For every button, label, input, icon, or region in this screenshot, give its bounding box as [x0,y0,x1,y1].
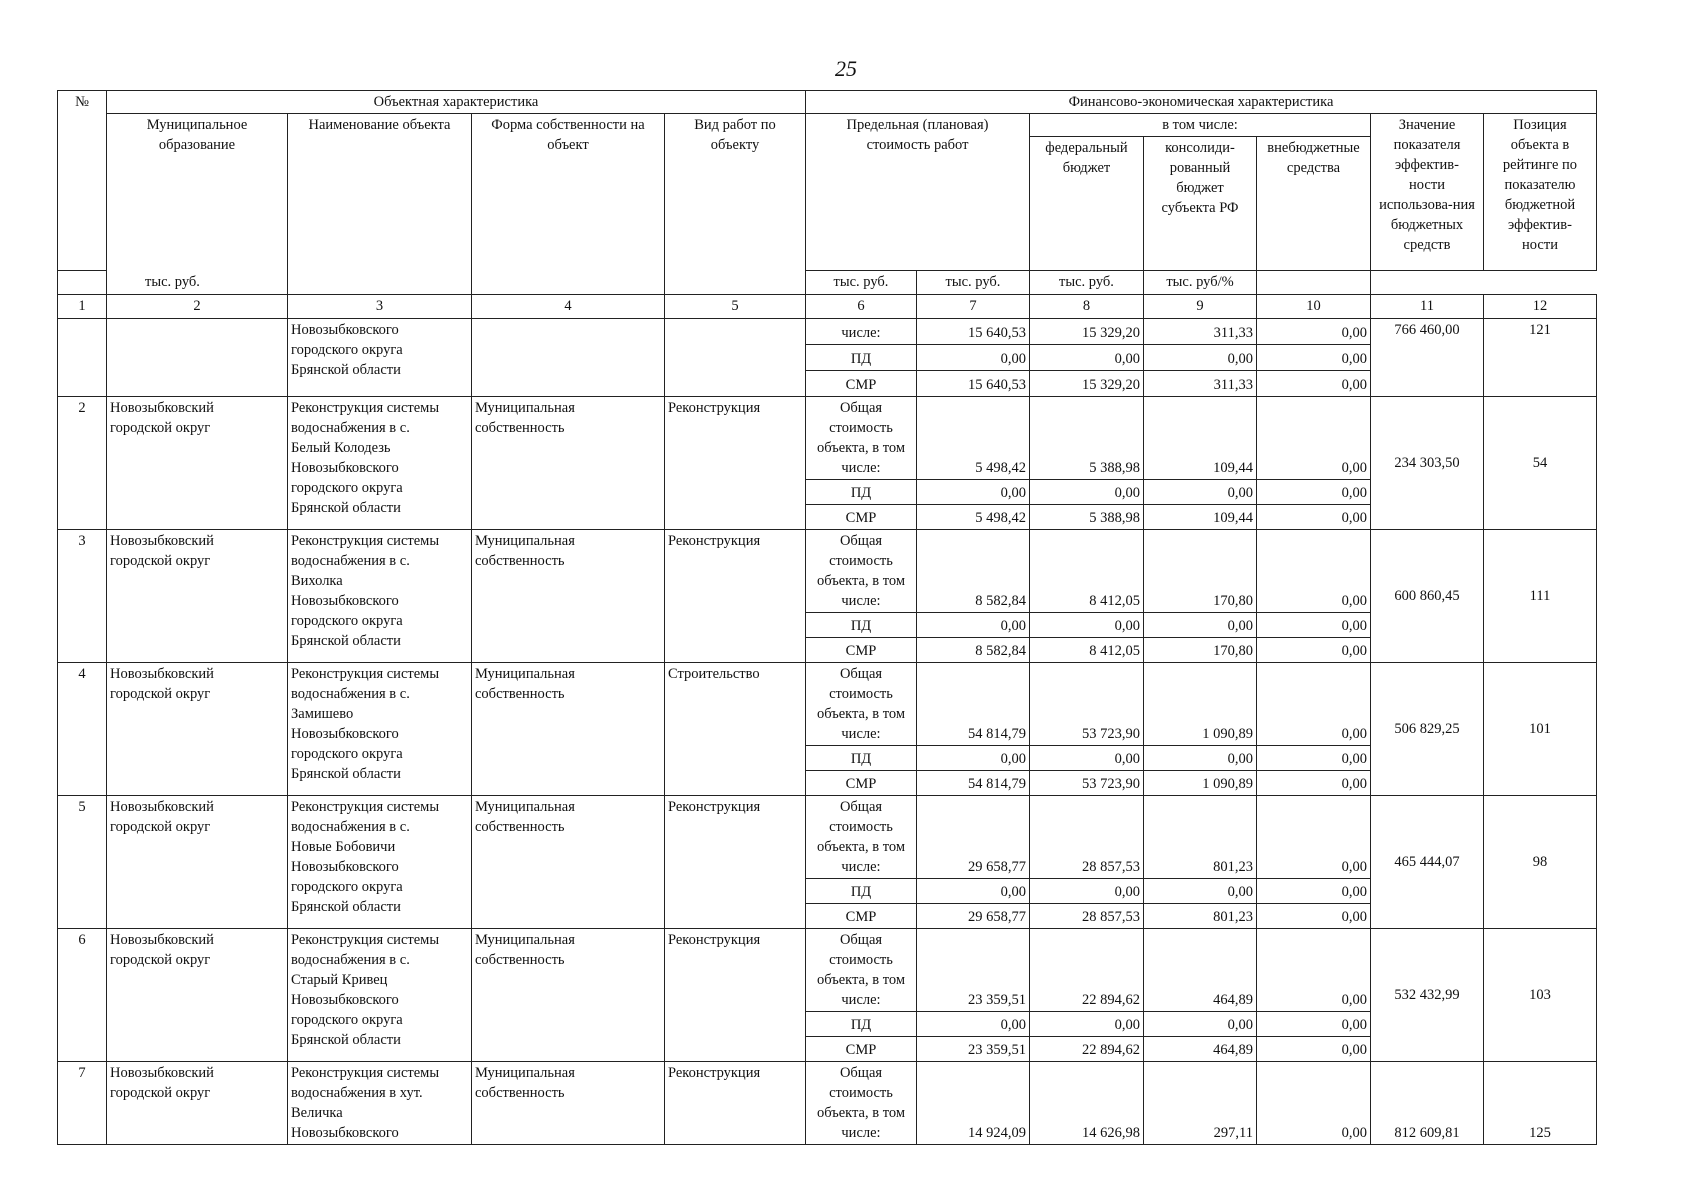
federal-value: 14 626,98 [1030,1062,1144,1145]
extrabudget-value: 0,00 [1257,1012,1371,1037]
extrabudget-value: 0,00 [1257,319,1371,345]
municipality-cell: Новозыбковский городской округ [107,397,288,530]
column-number: 1 [58,295,107,319]
federal-value: 0,00 [1030,613,1144,638]
efficiency-value: 465 444,07 [1371,796,1484,929]
federal-value: 8 412,05 [1030,530,1144,613]
federal-value: 53 723,90 [1030,663,1144,746]
unit-rating [1257,271,1371,295]
total-cost-value: 0,00 [917,746,1030,771]
total-cost-value: 5 498,42 [917,397,1030,480]
consolidated-value: 0,00 [1144,480,1257,505]
column-number: 2 [107,295,288,319]
federal-value: 28 857,53 [1030,796,1144,879]
unit-federal: тыс. руб. [806,271,917,295]
federal-value: 0,00 [1030,1012,1144,1037]
unit-consolidated: тыс. руб. [917,271,1030,295]
federal-value: 5 388,98 [1030,505,1144,530]
consolidated-value: 0,00 [1144,746,1257,771]
table-row [58,663,1597,746]
municipality-cell: Новозыбковский городской округ [107,929,288,1062]
column-number: 10 [1257,295,1371,319]
consolidated-value: 1 090,89 [1144,663,1257,746]
federal-value: 0,00 [1030,480,1144,505]
header-municipality: Муниципальное образование [107,114,288,295]
total-label: Общая стоимость объекта, в том числе: [806,663,917,746]
consolidated-value: 297,11 [1144,1062,1257,1145]
total-cost-value: 8 582,84 [917,638,1030,663]
smr-label: СМР [806,638,917,663]
total-cost-value: 15 640,53 [917,371,1030,397]
work-type-cell: Реконструкция [665,1062,806,1145]
federal-value: 22 894,62 [1030,1037,1144,1062]
smr-label: СМР [806,1037,917,1062]
efficiency-value: 506 829,25 [1371,663,1484,796]
object-name: Реконструкция системы водоснабжения в хут. Величка Новозыбковского [288,1062,472,1145]
smr-label: СМР [806,771,917,796]
column-number: 9 [1144,295,1257,319]
work-type-cell: Строительство [665,663,806,796]
total-cost-value: 5 498,42 [917,505,1030,530]
consolidated-value: 801,23 [1144,904,1257,929]
column-number: 12 [1484,295,1597,319]
consolidated-value: 1 090,89 [1144,771,1257,796]
federal-value: 0,00 [1030,345,1144,371]
consolidated-value: 170,80 [1144,530,1257,613]
header-including: в том числе: [1030,114,1371,137]
table-row [58,796,1597,879]
consolidated-value: 801,23 [1144,796,1257,879]
row-num: 4 [58,663,107,796]
consolidated-value: 311,33 [1144,319,1257,345]
extrabudget-value: 0,00 [1257,771,1371,796]
total-cost-value: 0,00 [917,1012,1030,1037]
extrabudget-value: 0,00 [1257,904,1371,929]
total-cost-value: 23 359,51 [917,1037,1030,1062]
extrabudget-value: 0,00 [1257,879,1371,904]
column-number: 5 [665,295,806,319]
ownership-cell: Муниципальная собственность [472,530,665,663]
municipality-cell: Новозыбковский городской округ [107,1062,288,1145]
municipality-cell: Новозыбковский городской округ [107,796,288,929]
header-finance-group: Финансово-экономическая характеристика [806,91,1597,114]
ownership-cell: Муниципальная собственность [472,796,665,929]
consolidated-value: 464,89 [1144,1037,1257,1062]
consolidated-value: 311,33 [1144,371,1257,397]
work-type-cell: Реконструкция [665,796,806,929]
consolidated-value: 0,00 [1144,1012,1257,1037]
municipality-cell: Новозыбковский городской округ [107,530,288,663]
column-number: 3 [288,295,472,319]
total-cost-value: 23 359,51 [917,929,1030,1012]
efficiency-value: 532 432,99 [1371,929,1484,1062]
pd-label: ПД [806,746,917,771]
column-number: 4 [472,295,665,319]
total-cost-value: 0,00 [917,613,1030,638]
work-type-cell: Реконструкция [665,397,806,530]
column-number: 8 [1030,295,1144,319]
total-label: числе: [806,319,917,345]
table-row [58,530,1597,613]
federal-value: 15 329,20 [1030,319,1144,345]
ownership-cell [472,319,665,397]
rating-value: 103 [1484,929,1597,1062]
total-cost-value: 14 924,09 [917,1062,1030,1145]
total-cost-value: 0,00 [917,879,1030,904]
row-num: 5 [58,796,107,929]
unit-extrabudget: тыс. руб. [1030,271,1144,295]
total-label: Общая стоимость объекта, в том числе: [806,796,917,879]
object-name: Реконструкция системы водоснабжения в с. Новые Бобовичи Новозыбковского городского округа Брянской области [288,796,472,929]
header-federal: федеральный бюджет [1030,137,1144,271]
smr-label: СМР [806,371,917,397]
ownership-cell: Муниципальная собственность [472,1062,665,1145]
consolidated-value: 0,00 [1144,879,1257,904]
rating-value: 111 [1484,530,1597,663]
extrabudget-value: 0,00 [1257,1037,1371,1062]
header-object-name: Наименование объекта [288,114,472,295]
consolidated-value: 464,89 [1144,929,1257,1012]
extrabudget-value: 0,00 [1257,505,1371,530]
consolidated-value: 0,00 [1144,345,1257,371]
extrabudget-value: 0,00 [1257,796,1371,879]
consolidated-value: 0,00 [1144,613,1257,638]
table-row [58,929,1597,1012]
table-row [58,397,1597,480]
header-cost: Предельная (плановая) стоимость работ [806,114,1030,271]
federal-value: 22 894,62 [1030,929,1144,1012]
row-num: 2 [58,397,107,530]
work-type-cell: Реконструкция [665,929,806,1062]
extrabudget-value: 0,00 [1257,613,1371,638]
smr-label: СМР [806,505,917,530]
total-cost-value: 29 658,77 [917,904,1030,929]
pd-label: ПД [806,345,917,371]
rating-value: 101 [1484,663,1597,796]
total-label: Общая стоимость объекта, в том числе: [806,397,917,480]
rating-value: 98 [1484,796,1597,929]
municipality-cell [107,319,288,397]
consolidated-value: 109,44 [1144,397,1257,480]
efficiency-value: 766 460,00 [1371,319,1484,397]
row-num [58,319,107,397]
rating-value: 121 [1484,319,1597,397]
column-number: 11 [1371,295,1484,319]
column-number: 6 [806,295,917,319]
extrabudget-value: 0,00 [1257,480,1371,505]
municipality-cell: Новозыбковский городской округ [107,663,288,796]
header-efficiency: Значение показателя эффектив- ности использова-ния бюджетных средств [1371,114,1484,271]
ownership-cell: Муниципальная собственность [472,929,665,1062]
rating-value: 54 [1484,397,1597,530]
total-cost-value: 0,00 [917,345,1030,371]
object-name: Реконструкция системы водоснабжения в с. Вихолка Новозыбковского городского округа Брянской области [288,530,472,663]
total-label: Общая стоимость объекта, в том числе: [806,1062,917,1145]
row-num: 3 [58,530,107,663]
total-cost-value: 54 814,79 [917,663,1030,746]
federal-value: 28 857,53 [1030,904,1144,929]
pd-label: ПД [806,879,917,904]
pd-label: ПД [806,480,917,505]
total-cost-value: 29 658,77 [917,796,1030,879]
extrabudget-value: 0,00 [1257,638,1371,663]
unit-cost: тыс. руб. [58,271,288,295]
extrabudget-value: 0,00 [1257,746,1371,771]
header-work-type: Вид работ по объекту [665,114,806,295]
pd-label: ПД [806,1012,917,1037]
extrabudget-value: 0,00 [1257,530,1371,613]
object-name: Новозыбковского городского округа Брянской области [288,319,472,397]
row-num: 7 [58,1062,107,1145]
extrabudget-value: 0,00 [1257,371,1371,397]
work-type-cell: Реконструкция [665,530,806,663]
header-num: № [58,91,107,271]
ownership-cell: Муниципальная собственность [472,397,665,530]
header-object-group: Объектная характеристика [107,91,806,114]
rating-value: 125 [1484,1062,1597,1145]
header-consolidated: консолиди- рованный бюджет субъекта РФ [1144,137,1257,271]
total-cost-value: 15 640,53 [917,319,1030,345]
objects-table [57,90,1597,1145]
efficiency-value: 234 303,50 [1371,397,1484,530]
extrabudget-value: 0,00 [1257,1062,1371,1145]
object-name: Реконструкция системы водоснабжения в с. Старый Кривец Новозыбковского городского округа Брянской области [288,929,472,1062]
efficiency-value: 812 609,81 [1371,1062,1484,1145]
header-rating: Позиция объекта в рейтинге по показателю бюджетной эффектив- ности [1484,114,1597,271]
federal-value: 0,00 [1030,746,1144,771]
unit-efficiency: тыс. руб/% [1144,271,1257,295]
total-cost-value: 0,00 [917,480,1030,505]
smr-label: СМР [806,904,917,929]
total-cost-value: 8 582,84 [917,530,1030,613]
row-num: 6 [58,929,107,1062]
page-number: 25 [835,56,857,81]
work-type-cell [665,319,806,397]
consolidated-value: 170,80 [1144,638,1257,663]
consolidated-value: 109,44 [1144,505,1257,530]
federal-value: 0,00 [1030,879,1144,904]
efficiency-value: 600 860,45 [1371,530,1484,663]
total-cost-value: 54 814,79 [917,771,1030,796]
extrabudget-value: 0,00 [1257,397,1371,480]
extrabudget-value: 0,00 [1257,345,1371,371]
federal-value: 53 723,90 [1030,771,1144,796]
extrabudget-value: 0,00 [1257,929,1371,1012]
header-ownership: Форма собственности на объект [472,114,665,295]
federal-value: 5 388,98 [1030,397,1144,480]
extrabudget-value: 0,00 [1257,663,1371,746]
object-name: Реконструкция системы водоснабжения в с. Замишево Новозыбковского городского округа Брянской области [288,663,472,796]
pd-label: ПД [806,613,917,638]
federal-value: 15 329,20 [1030,371,1144,397]
header-extrabudget: внебюджетные средства [1257,137,1371,271]
ownership-cell: Муниципальная собственность [472,663,665,796]
total-label: Общая стоимость объекта, в том числе: [806,530,917,613]
column-number: 7 [917,295,1030,319]
total-label: Общая стоимость объекта, в том числе: [806,929,917,1012]
federal-value: 8 412,05 [1030,638,1144,663]
object-name: Реконструкция системы водоснабжения в с. Белый Колодезь Новозыбковского городского округа Брянской области [288,397,472,530]
